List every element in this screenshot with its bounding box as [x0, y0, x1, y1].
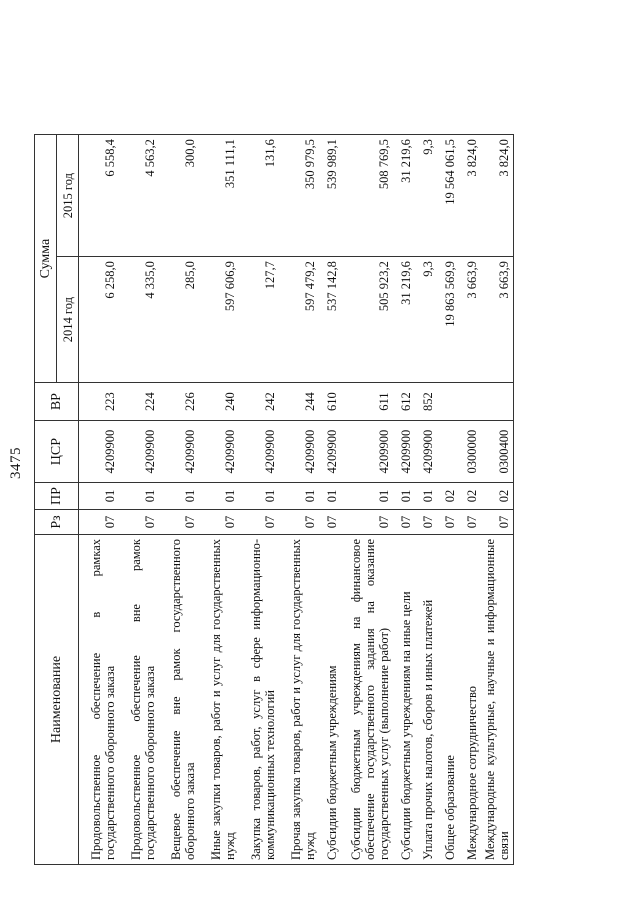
row-csr: 0300000: [459, 421, 481, 483]
header-2014: 2014 год: [57, 257, 79, 383]
row-sum-2014: 285,0: [159, 257, 199, 383]
row-vr: 224: [119, 383, 159, 421]
row-name: Международные культурные, научные и информационные связи: [481, 535, 514, 865]
row-name: Международное сотрудничество: [459, 535, 481, 865]
row-sum-2015: 131,6: [239, 135, 279, 257]
row-sum-2014: 19 863 569,9: [437, 257, 459, 383]
header-2015: 2015 год: [57, 135, 79, 257]
table-row: [119, 135, 159, 865]
row-sum-2014: 127,7: [239, 257, 279, 383]
row-sum-2014: 3 663,9: [459, 257, 481, 383]
table-row: [279, 135, 319, 865]
row-pr: 01: [341, 483, 393, 510]
table-row: [341, 135, 393, 865]
row-pr: 01: [319, 483, 341, 510]
row-name: Субсидии бюджетным учреждениям на финансовое обеспечение государственного задания на оказание государственных услуг (выполнение работ): [341, 535, 393, 865]
budget-table: [34, 134, 514, 865]
table-row: [319, 135, 341, 865]
table-row: [159, 135, 199, 865]
row-name: Субсидии бюджетным учреждениям: [319, 535, 341, 865]
row-sum-2015: 4 563,2: [119, 135, 159, 257]
row-csr: 0300400: [481, 421, 514, 483]
row-csr: 4209900: [199, 421, 239, 483]
row-sum-2015: 350 979,5: [279, 135, 319, 257]
row-pr: 01: [415, 483, 437, 510]
row-sum-2014: 597 606,9: [199, 257, 239, 383]
row-csr: 4209900: [119, 421, 159, 483]
row-name: Прочая закупка товаров, работ и услуг для государственных нужд: [279, 535, 319, 865]
row-rz: 07: [437, 510, 459, 535]
table-header: [35, 135, 79, 865]
row-name: Общее образование: [437, 535, 459, 865]
row-sum-2014: 3 663,9: [481, 257, 514, 383]
row-sum-2015: 3 824,0: [459, 135, 481, 257]
row-rz: 07: [159, 510, 199, 535]
row-rz: 07: [341, 510, 393, 535]
row-sum-2015: 508 769,5: [341, 135, 393, 257]
row-sum-2014: 31 219,6: [393, 257, 415, 383]
header-vr: ВР: [35, 383, 79, 421]
row-sum-2014: 537 142,8: [319, 257, 341, 383]
row-sum-2015: 351 111,1: [199, 135, 239, 257]
row-pr: 02: [437, 483, 459, 510]
row-rz: 07: [415, 510, 437, 535]
row-pr: 01: [279, 483, 319, 510]
row-csr: 4209900: [279, 421, 319, 483]
row-name: Продовольственное обеспечение в рамках государственного оборонного заказа: [79, 535, 119, 865]
row-sum-2014: 505 923,2: [341, 257, 393, 383]
row-vr: 852: [415, 383, 437, 421]
row-pr: 01: [239, 483, 279, 510]
header-csr: ЦСР: [35, 421, 79, 483]
header-rz: Рз: [35, 510, 79, 535]
row-sum-2015: 3 824,0: [481, 135, 514, 257]
row-sum-2014: 597 479,2: [279, 257, 319, 383]
row-vr: 226: [159, 383, 199, 421]
row-name: Вещевое обеспечение вне рамок государственного оборонного заказа: [159, 535, 199, 865]
row-rz: 07: [199, 510, 239, 535]
row-sum-2014: 4 335,0: [119, 257, 159, 383]
row-name: Иные закупки товаров, работ и услуг для государственных нужд: [199, 535, 239, 865]
row-sum-2015: 6 558,4: [79, 135, 119, 257]
table-row: [239, 135, 279, 865]
row-sum-2015: 300,0: [159, 135, 199, 257]
row-sum-2015: 539 989,1: [319, 135, 341, 257]
header-sum: Сумма: [35, 135, 57, 383]
row-pr: 01: [159, 483, 199, 510]
row-csr: 4209900: [341, 421, 393, 483]
row-vr: [481, 383, 514, 421]
row-csr: 4209900: [319, 421, 341, 483]
row-csr: [437, 421, 459, 483]
row-vr: 223: [79, 383, 119, 421]
row-name: Закупка товаров, работ, услуг в сфере информационно-коммуникационных технологий: [239, 535, 279, 865]
row-pr: 01: [79, 483, 119, 510]
row-csr: 4209900: [415, 421, 437, 483]
row-vr: [437, 383, 459, 421]
row-pr: 02: [481, 483, 514, 510]
row-vr: [459, 383, 481, 421]
table-row: [393, 135, 415, 865]
row-csr: 4209900: [159, 421, 199, 483]
row-vr: 612: [393, 383, 415, 421]
table-row: [437, 135, 459, 865]
row-name: Уплата прочих налогов, сборов и иных платежей: [415, 535, 437, 865]
row-rz: 07: [239, 510, 279, 535]
table-row: [415, 135, 437, 865]
row-pr: 01: [119, 483, 159, 510]
row-vr: 240: [199, 383, 239, 421]
row-rz: 07: [119, 510, 159, 535]
row-csr: 4209900: [239, 421, 279, 483]
row-rz: 07: [459, 510, 481, 535]
row-pr: 01: [199, 483, 239, 510]
row-rz: 07: [481, 510, 514, 535]
row-pr: 02: [459, 483, 481, 510]
row-vr: 242: [239, 383, 279, 421]
row-vr: 611: [341, 383, 393, 421]
page-number: 3475: [8, 447, 24, 479]
row-vr: 244: [279, 383, 319, 421]
row-sum-2014: 9,3: [415, 257, 437, 383]
row-rz: 07: [279, 510, 319, 535]
row-sum-2015: 19 564 061,5: [437, 135, 459, 257]
row-rz: 07: [319, 510, 341, 535]
header-pr: ПР: [35, 483, 79, 510]
row-csr: 4209900: [79, 421, 119, 483]
table-body: [79, 135, 514, 865]
row-vr: 610: [319, 383, 341, 421]
row-rz: 07: [393, 510, 415, 535]
row-sum-2015: 9,3: [415, 135, 437, 257]
table-row: [199, 135, 239, 865]
row-name: Субсидии бюджетным учреждениям на иные цели: [393, 535, 415, 865]
row-name: Продовольственное обеспечение вне рамок государственного оборонного заказа: [119, 535, 159, 865]
row-pr: 01: [393, 483, 415, 510]
table-row: [459, 135, 481, 865]
row-sum-2015: 31 219,6: [393, 135, 415, 257]
row-rz: 07: [79, 510, 119, 535]
header-name: Наименование: [35, 535, 79, 865]
row-csr: 4209900: [393, 421, 415, 483]
table-row: [481, 135, 514, 865]
table-row: [79, 135, 119, 865]
row-sum-2014: 6 258,0: [79, 257, 119, 383]
